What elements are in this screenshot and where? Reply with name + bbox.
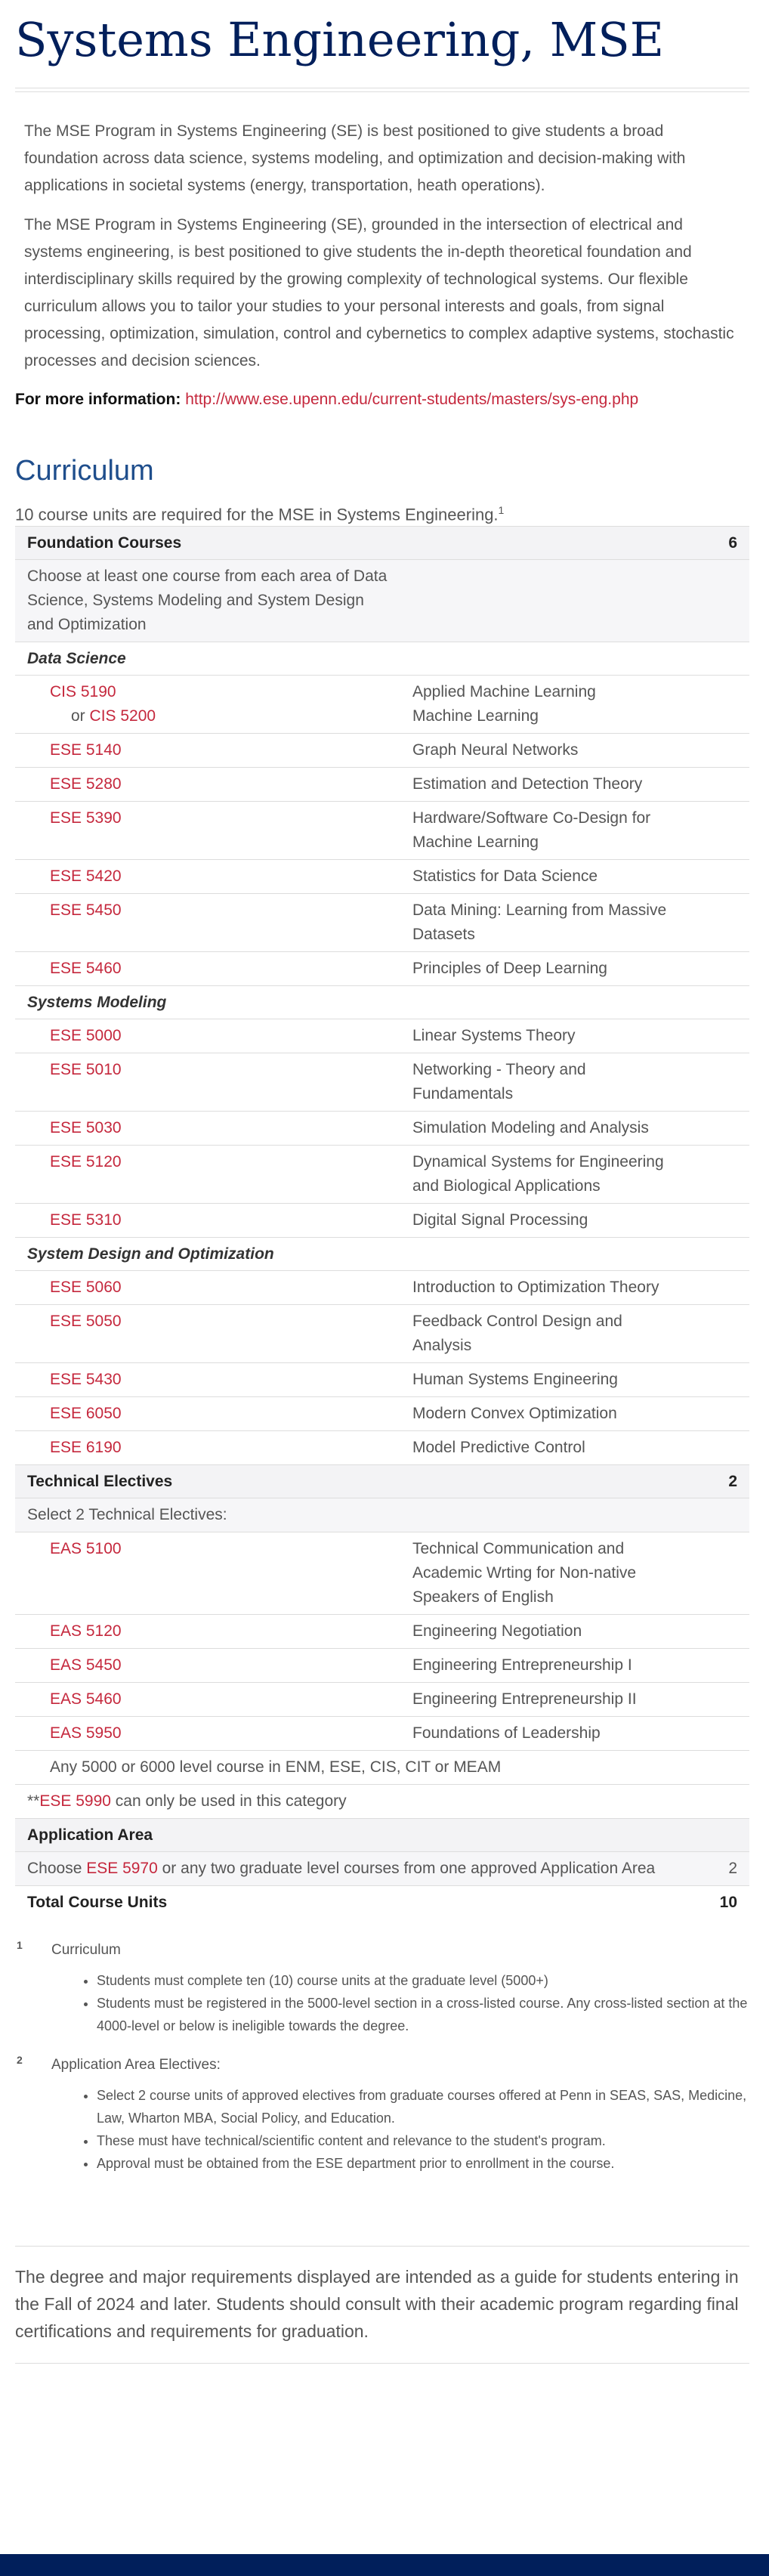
application-choose-row — [15, 1852, 749, 1886]
course-row — [15, 860, 749, 894]
course-code-link[interactable]: ESE 5000 — [50, 1027, 122, 1045]
course-code-link[interactable]: ESE 5030 — [50, 1119, 122, 1137]
any-level-row — [15, 1751, 749, 1785]
footnote-item: • These must have technical/scientific content and relevance to the student's program. — [97, 2129, 749, 2152]
course-title: Hardware/Software Co-Design for Machine Learning — [400, 802, 696, 860]
note-suffix: can only be used in this category — [110, 1792, 347, 1811]
intro-paragraph-2: The MSE Program in Systems Engineering (SE), grounded in the intersection of electrical and systems engineering, is best positioned to give students the in-depth theoretical foundation and interdisciplinary skills required by the growing complexity of technological systems. Our flexible curriculum allows you to tailor your studies to your personal interests and goals, from signal processing, optimization, simulation, control and cybernetics to complex adaptive systems, stochastic processes and decision sciences. — [24, 216, 734, 370]
foundation-header-row — [15, 527, 749, 560]
course-title: Modern Convex Optimization — [400, 1397, 696, 1431]
technical-note-row — [15, 1785, 749, 1819]
course-code-link[interactable]: ESE 5280 — [50, 775, 122, 793]
course-row — [15, 1112, 749, 1146]
course-row — [15, 1363, 749, 1397]
course-row — [15, 1615, 749, 1649]
or-label: or — [71, 707, 85, 725]
course-code-link[interactable]: CIS 5190 — [50, 683, 116, 701]
course-row — [15, 1146, 749, 1204]
course-title: Networking - Theory and Fundamentals — [400, 1053, 696, 1112]
footnote-heading: Application Area Electives: — [51, 2056, 221, 2073]
footnote-item: • Select 2 course units of approved electives from graduate courses offered at Penn in SEAS, SAS, Medicine, Law, Wharton MBA, Social Policy, and Education. — [97, 2084, 749, 2129]
technical-label: Technical Electives — [15, 1465, 696, 1498]
footnote-heading: Curriculum — [51, 1941, 121, 1958]
course-row — [15, 676, 749, 734]
course-code-link[interactable]: ESE 5460 — [50, 960, 122, 978]
course-code-link[interactable]: ESE 5430 — [50, 1371, 122, 1389]
course-code-link[interactable]: ESE 5990 — [39, 1792, 111, 1811]
course-code-link[interactable]: EAS 5120 — [50, 1622, 122, 1641]
course-title: Engineering Entrepreneurship I — [400, 1649, 696, 1683]
course-title: Human Systems Engineering — [400, 1363, 696, 1397]
course-row — [15, 1053, 749, 1112]
course-row — [15, 1397, 749, 1431]
footer-band — [0, 2554, 769, 2576]
course-title: Graph Neural Networks — [400, 734, 696, 768]
requirement-text — [15, 499, 749, 526]
course-row — [15, 1019, 749, 1053]
technical-header-row — [15, 1465, 749, 1498]
more-info-label: For more information: — [15, 391, 181, 408]
course-row — [15, 1305, 749, 1363]
any-level-text: Any 5000 or 6000 level course in ENM, ESE, CIS, CIT or MEAM — [15, 1751, 749, 1785]
foundation-instruction-row — [15, 560, 749, 642]
foundation-units: 6 — [696, 527, 749, 560]
course-code-link[interactable]: ESE 5420 — [50, 867, 122, 886]
footnote — [15, 2054, 749, 2175]
footnotes — [15, 1939, 749, 2175]
foundation-label: Foundation Courses — [15, 527, 696, 560]
footnote-number: 2 — [17, 2053, 23, 2066]
technical-instruction-row — [15, 1498, 749, 1532]
course-code-link[interactable]: ESE 6190 — [50, 1439, 122, 1457]
course-row — [15, 1532, 749, 1615]
footnote-item: • Students must be registered in the 5000-level section in a cross-listed course. Any cross-listed section at the 4000-level or below is ineligible towards the degree. — [97, 1992, 749, 2037]
application-label: Application Area — [15, 1819, 749, 1852]
course-title: Digital Signal Processing — [400, 1204, 696, 1238]
course-title: Model Predictive Control — [400, 1431, 696, 1465]
course-title: Data Mining: Learning from Massive Datasets — [400, 894, 696, 952]
total-row — [15, 1886, 749, 1919]
course-row — [15, 1683, 749, 1717]
course-title: Foundations of Leadership — [400, 1717, 696, 1751]
course-row — [15, 894, 749, 952]
footnote-1-link[interactable]: 1 — [498, 504, 505, 516]
foundation-instruction: Choose at least one course from each area of Data Science, Systems Modeling and System Design and Optimization — [15, 560, 400, 642]
intro-paragraph-1: The MSE Program in Systems Engineering (SE) is best positioned to give students a broad foundation across data science, systems modeling, and optimization and decision-making with applications in societal systems (energy, transportation, heath operations). — [24, 122, 686, 194]
footnote-item: • Students must complete ten (10) course units at the graduate level (5000+) — [97, 1969, 749, 1992]
course-row — [15, 1271, 749, 1305]
course-code-link[interactable]: ESE 5390 — [50, 809, 122, 827]
course-row — [15, 1431, 749, 1465]
technical-units: 2 — [696, 1465, 749, 1498]
course-title: Simulation Modeling and Analysis — [400, 1112, 696, 1146]
course-code-link[interactable]: EAS 5950 — [50, 1724, 122, 1743]
course-title: Feedback Control Design and Analysis — [400, 1305, 696, 1363]
course-title: Principles of Deep Learning — [400, 952, 696, 986]
footnote-item: • Approval must be obtained from the ESE department prior to enrollment in the course. — [97, 2152, 749, 2175]
choose-suffix: or any two graduate level courses from one approved Application Area — [157, 1860, 656, 1878]
course-code-link[interactable]: ESE 5050 — [50, 1313, 122, 1331]
total-label: Total Course Units — [15, 1886, 696, 1919]
application-header-row — [15, 1819, 749, 1852]
more-info-link[interactable]: http://www.ese.upenn.edu/current-students/masters/sys-eng.php — [185, 391, 639, 408]
disclaimer-divider-bottom — [15, 2363, 749, 2364]
course-title: Linear Systems Theory — [400, 1019, 696, 1053]
course-row — [15, 1204, 749, 1238]
disclaimer: The degree and major requirements displayed are intended as a guide for students entering in the Fall of 2024 and later. Students should consult with their academic program regarding final certifications and requirements for graduation. — [15, 2266, 739, 2341]
area-label-system-design: System Design and Optimization — [15, 1238, 749, 1271]
area-label-systems-modeling: Systems Modeling — [15, 986, 749, 1019]
course-code-link[interactable]: ESE 5140 — [50, 741, 122, 759]
course-title: Applied Machine Learning — [412, 683, 596, 701]
footnote — [15, 1939, 749, 2037]
technical-instruction: Select 2 Technical Electives: — [15, 1498, 749, 1532]
course-code-link[interactable]: ESE 5120 — [50, 1153, 122, 1171]
course-title: Estimation and Detection Theory — [400, 768, 696, 802]
course-code-link[interactable]: EAS 5450 — [50, 1656, 122, 1675]
course-title: Engineering Entrepreneurship II — [400, 1683, 696, 1717]
course-table — [15, 526, 749, 1919]
area-row-data-science — [15, 642, 749, 676]
course-row — [15, 1717, 749, 1751]
course-code-link[interactable]: ESE 6050 — [50, 1405, 122, 1423]
note-prefix: ** — [27, 1792, 40, 1811]
application-choose — [15, 1852, 696, 1886]
course-code-link[interactable]: ESE 5450 — [50, 901, 122, 920]
course-code-link[interactable]: EAS 5100 — [50, 1540, 122, 1558]
course-title: Engineering Negotiation — [400, 1615, 696, 1649]
course-code-link[interactable]: ESE 5970 — [86, 1860, 158, 1878]
course-title: Statistics for Data Science — [400, 860, 696, 894]
course-row — [15, 1649, 749, 1683]
more-info — [15, 387, 749, 413]
requirement-label: 10 course units are required for the MSE in Systems Engineering. — [15, 505, 499, 524]
choose-prefix: Choose — [27, 1860, 87, 1878]
course-title: Dynamical Systems for Engineering and Biological Applications — [400, 1146, 696, 1204]
footnote-number: 1 — [17, 1938, 23, 1951]
course-title: Introduction to Optimization Theory — [400, 1271, 696, 1305]
total-units: 10 — [696, 1886, 749, 1919]
area-row-system-design — [15, 1238, 749, 1271]
course-code-link[interactable]: ESE 5010 — [50, 1061, 122, 1079]
application-units: 2 — [696, 1852, 749, 1886]
course-title: Technical Communication and Academic Wrting for Non-native Speakers of English — [400, 1532, 696, 1615]
course-row — [15, 802, 749, 860]
technical-note — [15, 1785, 749, 1819]
page-title: Systems Engineering, MSE — [15, 12, 664, 67]
course-row — [15, 768, 749, 802]
curriculum-heading: Curriculum — [15, 455, 154, 487]
course-code-link[interactable]: EAS 5460 — [50, 1690, 122, 1709]
course-title: Machine Learning — [412, 707, 539, 725]
intro-section — [15, 92, 749, 375]
area-row-systems-modeling — [15, 986, 749, 1019]
course-row — [15, 734, 749, 768]
course-code-link[interactable]: CIS 5200 — [89, 707, 156, 725]
course-row — [15, 952, 749, 986]
course-code-link[interactable]: ESE 5060 — [50, 1279, 122, 1297]
area-label-data-science: Data Science — [15, 642, 749, 676]
course-code-link[interactable]: ESE 5310 — [50, 1211, 122, 1229]
